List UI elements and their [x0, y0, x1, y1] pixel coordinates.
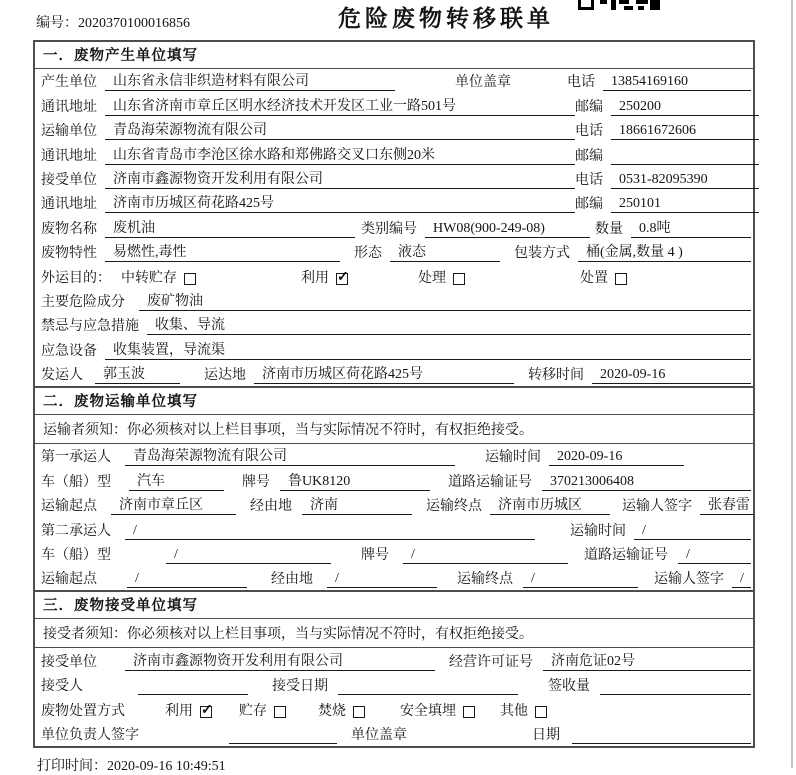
purpose-option-dispose — [580, 267, 627, 287]
vehicle-type-label: 车（船）型 — [41, 548, 111, 564]
carrier1-end-value: 济南市历城区 — [490, 494, 610, 515]
license-value: 济南危证02号 — [543, 650, 751, 671]
checkbox-dispose-icon — [615, 273, 627, 285]
transporter-address-label: 通讯地址 — [41, 148, 97, 164]
shipper-value: 郭玉波 — [95, 363, 180, 384]
purpose-option-label: 处置 — [580, 270, 608, 286]
producer-zip-label: 邮编 — [575, 99, 603, 115]
producer-phone-label: 电话 — [567, 75, 595, 91]
origin-label: 运输起点 — [41, 499, 97, 515]
shipper-label: 发运人 — [41, 368, 83, 384]
purpose-option-transfer-storage — [121, 267, 196, 287]
row-taboo-measures — [35, 313, 753, 337]
row-receiver-address — [35, 191, 753, 215]
origin-label: 运输起点 — [41, 572, 97, 588]
doc-number-label: 编号： — [36, 16, 78, 31]
responsible-sign-label: 单位负责人签字 — [41, 727, 139, 743]
carrier-sign-label: 运输人签字 — [622, 499, 692, 515]
transport-purpose-label: 外运目的： — [41, 270, 111, 286]
row-producer-address — [35, 93, 753, 117]
checkbox-disposal-storage-icon — [274, 706, 286, 718]
receipt-qty-label: 签收量 — [548, 679, 590, 695]
transfer-time-value: 2020-09-16 — [592, 367, 751, 384]
disposal-option-label: 其他 — [500, 703, 528, 719]
row-carrier2-route — [35, 566, 753, 590]
transporter-phone-label: 电话 — [575, 124, 603, 140]
acceptor-value — [138, 680, 248, 695]
row-accept-unit — [35, 648, 753, 672]
transporter-phone-value: 18661672606 — [611, 123, 759, 140]
receiver-address-value: 济南市历城区荷花路425号 — [105, 192, 575, 213]
checkbox-utilize-icon — [336, 273, 348, 285]
row-transport-purpose — [35, 264, 753, 288]
print-time-label: 打印时间： — [37, 758, 107, 774]
destination-label: 运达地 — [204, 368, 246, 384]
carrier2-end-value: / — [523, 571, 638, 588]
carrier1-origin-value: 济南市章丘区 — [111, 494, 236, 515]
quantity-label: 数量 — [595, 221, 623, 237]
producer-phone-value: 13854169160 — [603, 74, 751, 91]
doc-number-value: 2020370100016856 — [78, 16, 190, 31]
taboo-measures-value: 收集、导流 — [147, 314, 751, 335]
qr-code-fragment-icon — [578, 0, 662, 11]
packaging-value: 桶(金属,数量 4 ) — [578, 241, 751, 262]
waste-name-value: 废机油 — [105, 217, 355, 238]
checkbox-transfer-storage-icon — [184, 273, 196, 285]
transporter-unit-label: 运输单位 — [41, 124, 97, 140]
checkbox-treat-icon — [453, 273, 465, 285]
row-shipper — [35, 362, 753, 386]
taboo-measures-label: 禁忌与应急措施 — [41, 319, 139, 335]
accept-unit-label: 接受单位 — [41, 654, 97, 670]
checkbox-disposal-incinerate-icon — [353, 706, 365, 718]
transporter-zip-value — [611, 150, 759, 165]
disposal-option-storage — [239, 700, 286, 720]
receiver-phone-value: 0531-82095390 — [611, 172, 759, 189]
receiver-zip-value: 250101 — [611, 196, 759, 213]
purpose-option-utilize — [301, 267, 348, 287]
receiver-zip-label: 邮编 — [575, 197, 603, 213]
carrier1-permit-value: 370213006408 — [542, 474, 751, 491]
purpose-option-treat — [418, 267, 465, 287]
vehicle-type-label: 车（船）型 — [41, 474, 111, 490]
row-emergency-equipment — [35, 337, 753, 361]
print-time-value: 2020-09-16 10:49:51 — [107, 758, 226, 774]
transporter-address-value: 山东省青岛市李沧区徐水路和郑佛路交叉口东侧20米 — [105, 144, 575, 165]
road-permit-label: 道路运输证号 — [448, 474, 532, 490]
scan-edge-artifact — [791, 0, 793, 768]
plate-number-label: 牌号 — [361, 548, 389, 564]
producer-zip-value: 250200 — [611, 99, 759, 116]
waste-character-label: 废物特性 — [41, 246, 97, 262]
end-point-label: 运输终点 — [457, 572, 513, 588]
license-label: 经营许可证号 — [449, 654, 533, 670]
disposal-option-landfill — [400, 700, 475, 720]
disposal-option-label: 贮存 — [239, 703, 267, 719]
row-waste-character — [35, 240, 753, 264]
carrier2-label: 第二承运人 — [41, 523, 111, 539]
accept-date-value — [338, 680, 518, 695]
section-3-header: 三．废物接受单位填写 — [35, 592, 753, 619]
disposal-option-label: 焚烧 — [318, 703, 346, 719]
carrier1-vehicle-value: 汽车 — [129, 470, 224, 491]
checkbox-disposal-landfill-icon — [463, 706, 475, 718]
transporter-unit-value: 青岛海荣源物流有限公司 — [105, 119, 575, 140]
carrier1-time-value: 2020-09-16 — [549, 449, 684, 466]
carrier2-value: / — [125, 523, 535, 540]
receiver-phone-label: 电话 — [575, 172, 603, 188]
unit-seal-label: 单位盖章 — [455, 75, 511, 91]
carrier2-time-label: 运输时间 — [570, 523, 626, 539]
plate-number-label: 牌号 — [242, 474, 270, 490]
carrier1-plate-value: 鲁UK8120 — [280, 470, 430, 491]
receipt-qty-value — [600, 680, 751, 695]
print-time — [37, 755, 796, 775]
carrier1-time-label: 运输时间 — [485, 450, 541, 466]
acceptor-label: 接受人 — [41, 679, 83, 695]
row-receiver-unit — [35, 167, 753, 191]
emergency-equipment-value: 收集装置，导流渠 — [105, 339, 751, 360]
quantity-value: 0.8吨 — [631, 217, 751, 238]
row-carrier2-vehicle — [35, 542, 753, 566]
accept-date-label: 接受日期 — [272, 679, 328, 695]
row-carrier1-route — [35, 493, 753, 517]
producer-unit-value: 山东省永信非织造材料有限公司 — [105, 70, 395, 91]
section-2-transporter — [33, 386, 755, 592]
row-producer-unit — [35, 69, 753, 93]
row-transporter-unit — [35, 118, 753, 142]
carrier2-sign-value: / — [732, 571, 751, 588]
carrier1-sign-value: 张春雷 — [700, 494, 754, 515]
checkbox-disposal-utilize-icon — [200, 706, 212, 718]
responsible-sign-value — [229, 729, 337, 744]
carrier2-vehicle-value: / — [166, 547, 331, 564]
accept-unit-value: 济南市鑫源物资开发利用有限公司 — [125, 650, 435, 671]
carrier-sign-label: 运输人签字 — [654, 572, 724, 588]
row-responsible-sign — [35, 722, 753, 746]
carrier2-plate-value: / — [403, 547, 568, 564]
transporter-notice: 运输者须知：你必须核对以上栏目事项，当与实际情况不符时，有权拒绝接受。 — [35, 415, 753, 444]
row-carrier1-vehicle — [35, 468, 753, 492]
section-1-header: 一．废物产生单位填写 — [35, 42, 753, 69]
receiver-unit-label: 接受单位 — [41, 172, 97, 188]
hazard-component-label: 主要危险成分 — [41, 294, 125, 310]
section-2-header: 二．废物运输单位填写 — [35, 388, 753, 415]
section-1-producer — [33, 40, 755, 388]
category-code-value: HW08(900-249-08) — [425, 221, 590, 238]
end-point-label: 运输终点 — [426, 499, 482, 515]
disposal-option-label: 利用 — [165, 703, 193, 719]
category-code-label: 类别编号 — [361, 221, 417, 237]
producer-address-label: 通讯地址 — [41, 99, 97, 115]
purpose-option-label: 利用 — [301, 270, 329, 286]
purpose-option-label: 处理 — [418, 270, 446, 286]
disposal-method-label: 废物处置方式 — [41, 703, 125, 719]
doc-number — [36, 12, 190, 32]
producer-address-value: 山东省济南市章丘区明水经济技术开发区工业一路501号 — [105, 95, 575, 116]
carrier1-value: 青岛海荣源物流有限公司 — [125, 445, 455, 466]
destination-value: 济南市历城区荷花路425号 — [254, 363, 514, 384]
carrier2-time-value: / — [634, 523, 751, 540]
transfer-time-label: 转移时间 — [528, 368, 584, 384]
receiver-address-label: 通讯地址 — [41, 197, 97, 213]
carrier2-via-value: / — [327, 571, 437, 588]
carrier1-via-value: 济南 — [302, 494, 412, 515]
carrier1-label: 第一承运人 — [41, 450, 111, 466]
disposal-option-label: 安全填埋 — [400, 703, 456, 719]
disposal-option-incinerate — [318, 700, 365, 720]
via-label: 经由地 — [271, 572, 313, 588]
row-hazard-component — [35, 289, 753, 313]
section-3-receiver — [33, 590, 755, 748]
row-transporter-address — [35, 142, 753, 166]
disposal-option-other — [500, 700, 547, 720]
receiver-notice: 接受者须知：你必须核对以上栏目事项，当与实际情况不符时，有权拒绝接受。 — [35, 619, 753, 648]
row-disposal-method — [35, 697, 753, 721]
carrier2-origin-value: / — [127, 571, 247, 588]
receiver-unit-value: 济南市鑫源物资开发利用有限公司 — [105, 168, 575, 189]
packaging-label: 包装方式 — [514, 246, 570, 262]
producer-unit-label: 产生单位 — [41, 75, 97, 91]
row-waste-name — [35, 215, 753, 239]
page-title: 危险废物转移联单 — [338, 6, 554, 31]
purpose-option-label: 中转贮存 — [121, 270, 177, 286]
transporter-zip-label: 邮编 — [575, 148, 603, 164]
disposal-option-utilize — [165, 700, 212, 720]
carrier2-permit-value: / — [678, 547, 751, 564]
unit-seal-label: 单位盖章 — [351, 727, 407, 743]
road-permit-label: 道路运输证号 — [584, 548, 668, 564]
page-header — [0, 0, 796, 40]
date-label: 日期 — [532, 727, 560, 743]
hazard-component-value: 废矿物油 — [139, 290, 751, 311]
emergency-equipment-label: 应急设备 — [41, 343, 97, 359]
date-value — [572, 729, 751, 744]
waste-character-value: 易燃性,毒性 — [105, 241, 340, 262]
row-acceptor — [35, 673, 753, 697]
checkbox-disposal-other-icon — [535, 706, 547, 718]
row-carrier2 — [35, 517, 753, 541]
waste-name-label: 废物名称 — [41, 221, 97, 237]
row-carrier1 — [35, 444, 753, 468]
form-label: 形态 — [354, 246, 382, 262]
form-value: 液态 — [390, 241, 500, 262]
via-label: 经由地 — [250, 499, 292, 515]
